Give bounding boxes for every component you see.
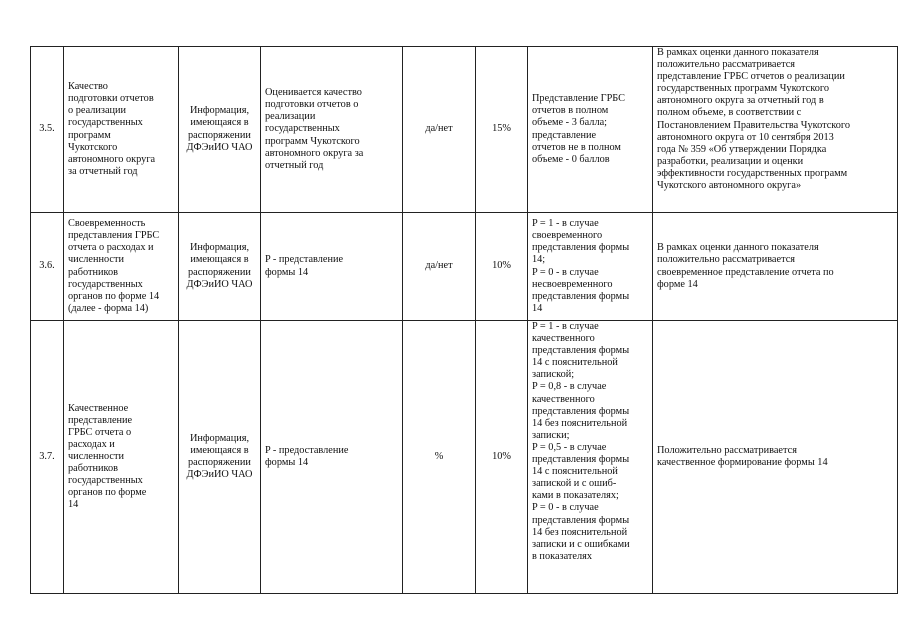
comment: В рамках оценки данного показателя положительно рассматривается своевременное представление отчета по форме 14 <box>653 213 898 321</box>
row-number: 3.7. <box>31 321 64 594</box>
indicator-name: Своевременность представления ГРБС отчета о расходах и численности работников государственных органов по форме 14 (далее - форма 14) <box>64 213 179 321</box>
indicator-name: Качество подготовки отчетов о реализации государственных программ Чукотского автономного округа за отчетный год <box>64 47 179 213</box>
weight: 10% <box>476 321 528 594</box>
table-row <box>31 321 898 594</box>
criteria: P = 1 - в случае качественного представления формы 14 с пояснительной запиской; P = 0,8 - в случае качественного представления формы 14 без пояснительной записки; P = 0,5 - в случае представления формы 14 с пояснительной запиской и с ошиб- ками в показателях; P = 0 - в случае представления формы 14 без пояснительной записки и с ошибками в показателях <box>528 321 653 594</box>
weight: 15% <box>476 47 528 213</box>
comment: В рамках оценки данного показателя положительно рассматривается представление ГРБС отчетов о реализации государственных программ Чукотского автономного округа за отчетный год в полном объеме, в соответствии с Постановлением Правительства Чукотского автономного округа от 10 сентября 2013 года № 359 «Об утверждении Порядка разработки, реализации и оценки эффективности государственных программ Чукотского автономного округа» <box>653 47 898 213</box>
indicator-formula: P - предоставление формы 14 <box>261 321 403 594</box>
unit: да/нет <box>403 213 476 321</box>
data-source: Информация, имеющаяся в распоряжении ДФЭиИО ЧАО <box>179 213 261 321</box>
weight: 10% <box>476 213 528 321</box>
indicator-formula: Оценивается качество подготовки отчетов о реализации государственных программ Чукотского автономного округа за отчетный год <box>261 47 403 213</box>
comment: Положительно рассматривается качественное формирование формы 14 <box>653 321 898 594</box>
indicator-name: Качественное представление ГРБС отчета о расходах и численности работников государственных органов по форме 14 <box>64 321 179 594</box>
indicator-formula: P - представление формы 14 <box>261 213 403 321</box>
data-source: Информация, имеющаяся в распоряжении ДФЭиИО ЧАО <box>179 321 261 594</box>
criteria: Представление ГРБС отчетов в полном объеме - 3 балла; представление отчетов не в полном объеме - 0 баллов <box>528 47 653 213</box>
unit: да/нет <box>403 47 476 213</box>
row-number: 3.6. <box>31 213 64 321</box>
row-number: 3.5. <box>31 47 64 213</box>
data-source: Информация, имеющаяся в распоряжении ДФЭиИО ЧАО <box>179 47 261 213</box>
unit: % <box>403 321 476 594</box>
indicators-table <box>30 46 898 594</box>
table-row <box>31 47 898 213</box>
criteria: P = 1 - в случае своевременного представления формы 14; P = 0 - в случае несвоевременного представления формы 14 <box>528 213 653 321</box>
table-row <box>31 213 898 321</box>
